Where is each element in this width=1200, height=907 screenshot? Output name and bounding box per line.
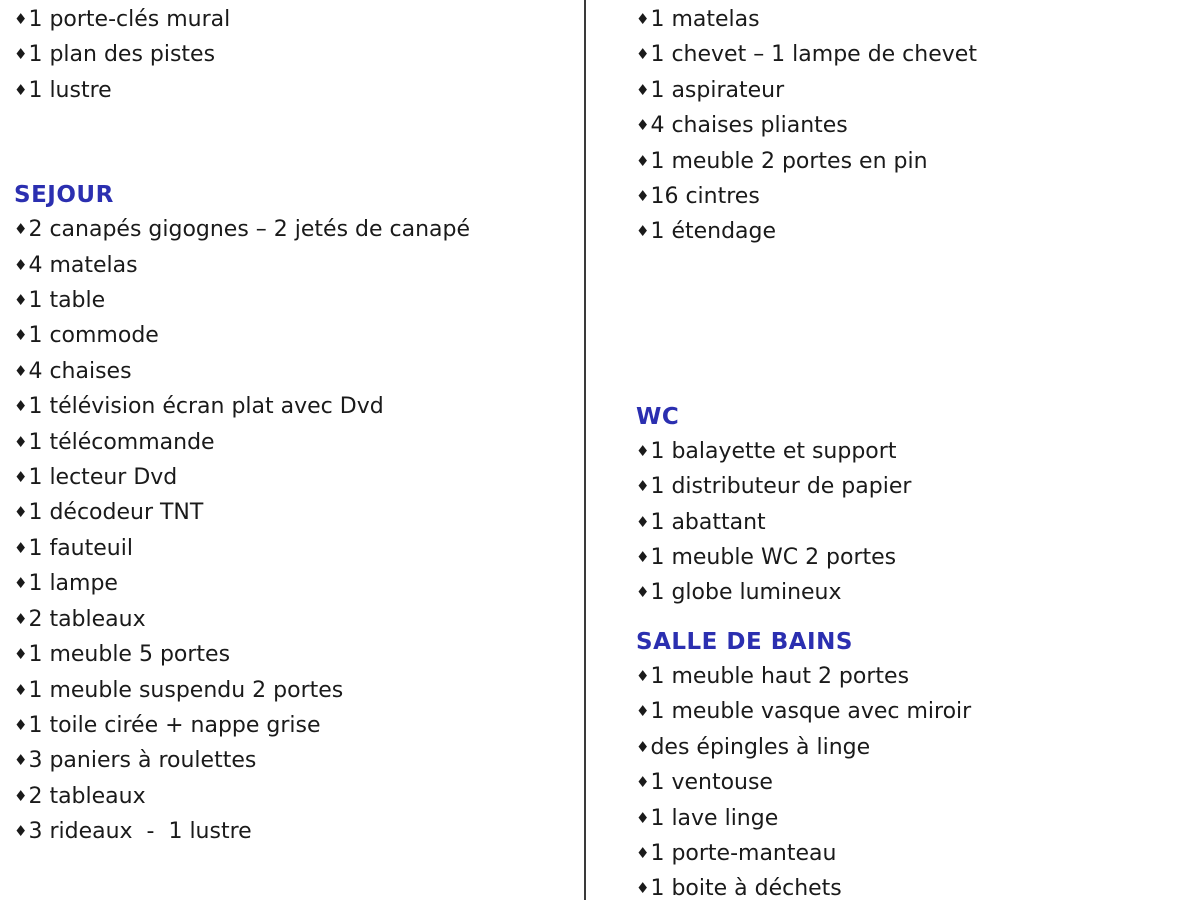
bullet-icon: ♦ (636, 843, 650, 862)
list-item (636, 659, 1190, 694)
list-item (636, 540, 1190, 575)
list-item (14, 637, 574, 672)
list-item (636, 505, 1190, 540)
list-item (636, 73, 1190, 108)
list-item (14, 531, 574, 566)
list-item-label: 4 chaises (28, 358, 132, 384)
bullet-icon: ♦ (14, 645, 28, 664)
bullet-icon: ♦ (636, 548, 650, 567)
list-item-label: 1 porte-manteau (650, 840, 837, 866)
list-item-label: 1 meuble haut 2 portes (650, 663, 910, 689)
list-item (636, 469, 1190, 504)
list-item-label: 1 toile cirée + nappe grise (28, 712, 321, 738)
list-item-label: 1 lampe (28, 571, 118, 597)
left-top-list (14, 2, 574, 108)
list-item (14, 743, 574, 778)
list-item-label: 2 tableaux (28, 606, 146, 632)
list-item-label: 1 meuble 5 portes (28, 642, 231, 668)
list-item (636, 214, 1190, 249)
bullet-icon: ♦ (14, 751, 28, 770)
bullet-icon: ♦ (636, 512, 650, 531)
bullet-icon: ♦ (636, 222, 650, 241)
list-item-label: 1 globe lumineux (650, 580, 842, 606)
list-item (636, 434, 1190, 469)
bullet-icon: ♦ (14, 680, 28, 699)
list-item-label: 1 table (28, 288, 106, 314)
bullet-icon: ♦ (14, 468, 28, 487)
section-gap (14, 108, 574, 178)
list-item-label: 1 aspirateur (650, 77, 785, 103)
bullet-icon: ♦ (14, 291, 28, 310)
right-top-list (636, 2, 1190, 250)
list-item (636, 144, 1190, 179)
bullet-icon: ♦ (14, 538, 28, 557)
bullet-icon: ♦ (14, 822, 28, 841)
bullet-icon: ♦ (636, 773, 650, 792)
list-item-label: 16 cintres (650, 184, 760, 210)
list-item-label: 1 balayette et support (650, 438, 897, 464)
list-item (636, 2, 1190, 37)
list-item-label: 1 distributeur de papier (650, 474, 912, 500)
bullet-icon: ♦ (636, 583, 650, 602)
bullet-icon: ♦ (636, 187, 650, 206)
list-item-label: 1 meuble vasque avec miroir (650, 699, 972, 725)
list-item-label: 4 matelas (28, 252, 138, 278)
list-item (14, 673, 574, 708)
list-item-label: 1 chevet – 1 lampe de chevet (650, 42, 977, 68)
list-item-label: 1 ventouse (650, 770, 773, 796)
list-item (636, 730, 1190, 765)
bullet-icon: ♦ (14, 432, 28, 451)
wc-list (636, 434, 1190, 611)
bullet-icon: ♦ (14, 574, 28, 593)
salle-de-bains-list (636, 659, 1190, 907)
bullet-icon: ♦ (636, 10, 650, 28)
list-item (14, 495, 574, 530)
list-item-label: 1 abattant (650, 509, 766, 535)
bullet-icon: ♦ (14, 10, 28, 28)
bullet-icon: ♦ (636, 45, 650, 64)
list-item (14, 73, 574, 108)
list-item-label: 4 chaises pliantes (650, 113, 848, 139)
list-item (14, 389, 574, 424)
list-item (14, 318, 574, 353)
section-gap (636, 611, 1190, 625)
bullet-icon: ♦ (14, 715, 28, 734)
list-item (14, 354, 574, 389)
list-item (14, 283, 574, 318)
sejour-list (14, 212, 574, 849)
section-gap (636, 250, 1190, 400)
list-item-label: 2 tableaux (28, 783, 146, 809)
list-item (636, 765, 1190, 800)
list-item-label: 1 meuble suspendu 2 portes (28, 677, 344, 703)
list-item (14, 460, 574, 495)
list-item-label: 1 lecteur Dvd (28, 465, 178, 491)
list-item-label: 1 étendage (650, 219, 777, 245)
list-item (14, 425, 574, 460)
bullet-icon: ♦ (636, 666, 650, 685)
list-item-label: 1 télécommande (28, 429, 215, 455)
bullet-icon: ♦ (14, 220, 28, 239)
list-item-label: 3 rideaux - 1 lustre (28, 819, 252, 845)
bullet-icon: ♦ (14, 326, 28, 345)
list-item-label: 1 lave linge (650, 805, 779, 831)
list-item-label: 1 télévision écran plat avec Dvd (28, 394, 384, 420)
list-item-label: 1 meuble 2 portes en pin (650, 148, 928, 174)
list-item-label: 2 canapés gigognes – 2 jetés de canapé (28, 217, 471, 243)
bullet-icon: ♦ (14, 361, 28, 380)
list-item (636, 37, 1190, 72)
bullet-icon: ♦ (636, 477, 650, 496)
list-item (14, 2, 574, 37)
bullet-icon: ♦ (636, 808, 650, 827)
bullet-icon: ♦ (636, 80, 650, 99)
section-heading-salle-de-bains: SALLE DE BAINS (636, 628, 853, 655)
list-item (636, 179, 1190, 214)
list-item-label: 1 boite à déchets (650, 876, 842, 902)
list-item-label: des épingles à linge (650, 734, 871, 760)
left-column (0, 0, 584, 850)
bullet-icon: ♦ (14, 255, 28, 274)
list-item (636, 871, 1190, 906)
list-item-label: 1 lustre (28, 77, 112, 103)
list-item (14, 602, 574, 637)
section-heading-sejour: SEJOUR (14, 182, 114, 209)
list-item (14, 708, 574, 743)
bullet-icon: ♦ (636, 151, 650, 170)
bullet-icon: ♦ (14, 786, 28, 805)
bullet-icon: ♦ (14, 45, 28, 64)
list-item (636, 108, 1190, 143)
list-item-label: 1 matelas (650, 7, 760, 32)
bullet-icon: ♦ (636, 879, 650, 898)
bullet-icon: ♦ (636, 702, 650, 721)
list-item (14, 212, 574, 247)
list-item-label: 1 commode (28, 323, 159, 349)
bullet-icon: ♦ (636, 737, 650, 756)
right-column (586, 0, 1200, 907)
bullet-icon: ♦ (14, 609, 28, 628)
list-item (636, 694, 1190, 729)
list-item (636, 575, 1190, 610)
list-item (14, 248, 574, 283)
bullet-icon: ♦ (14, 503, 28, 522)
bullet-icon: ♦ (636, 116, 650, 135)
list-item (14, 814, 574, 849)
section-heading-wc: WC (636, 403, 680, 430)
list-item (14, 566, 574, 601)
list-item-label: 1 porte-clés mural (28, 7, 231, 32)
bullet-icon: ♦ (636, 441, 650, 460)
list-item (636, 836, 1190, 871)
list-item-label: 1 meuble WC 2 portes (650, 545, 897, 571)
list-item-label: 1 fauteuil (28, 535, 133, 561)
list-item-label: 1 décodeur TNT (28, 500, 204, 526)
bullet-icon: ♦ (14, 80, 28, 99)
list-item (14, 37, 574, 72)
list-item (636, 801, 1190, 836)
list-item (14, 779, 574, 814)
bullet-icon: ♦ (14, 397, 28, 416)
list-item-label: 3 paniers à roulettes (28, 748, 257, 774)
list-item-label: 1 plan des pistes (28, 42, 216, 68)
